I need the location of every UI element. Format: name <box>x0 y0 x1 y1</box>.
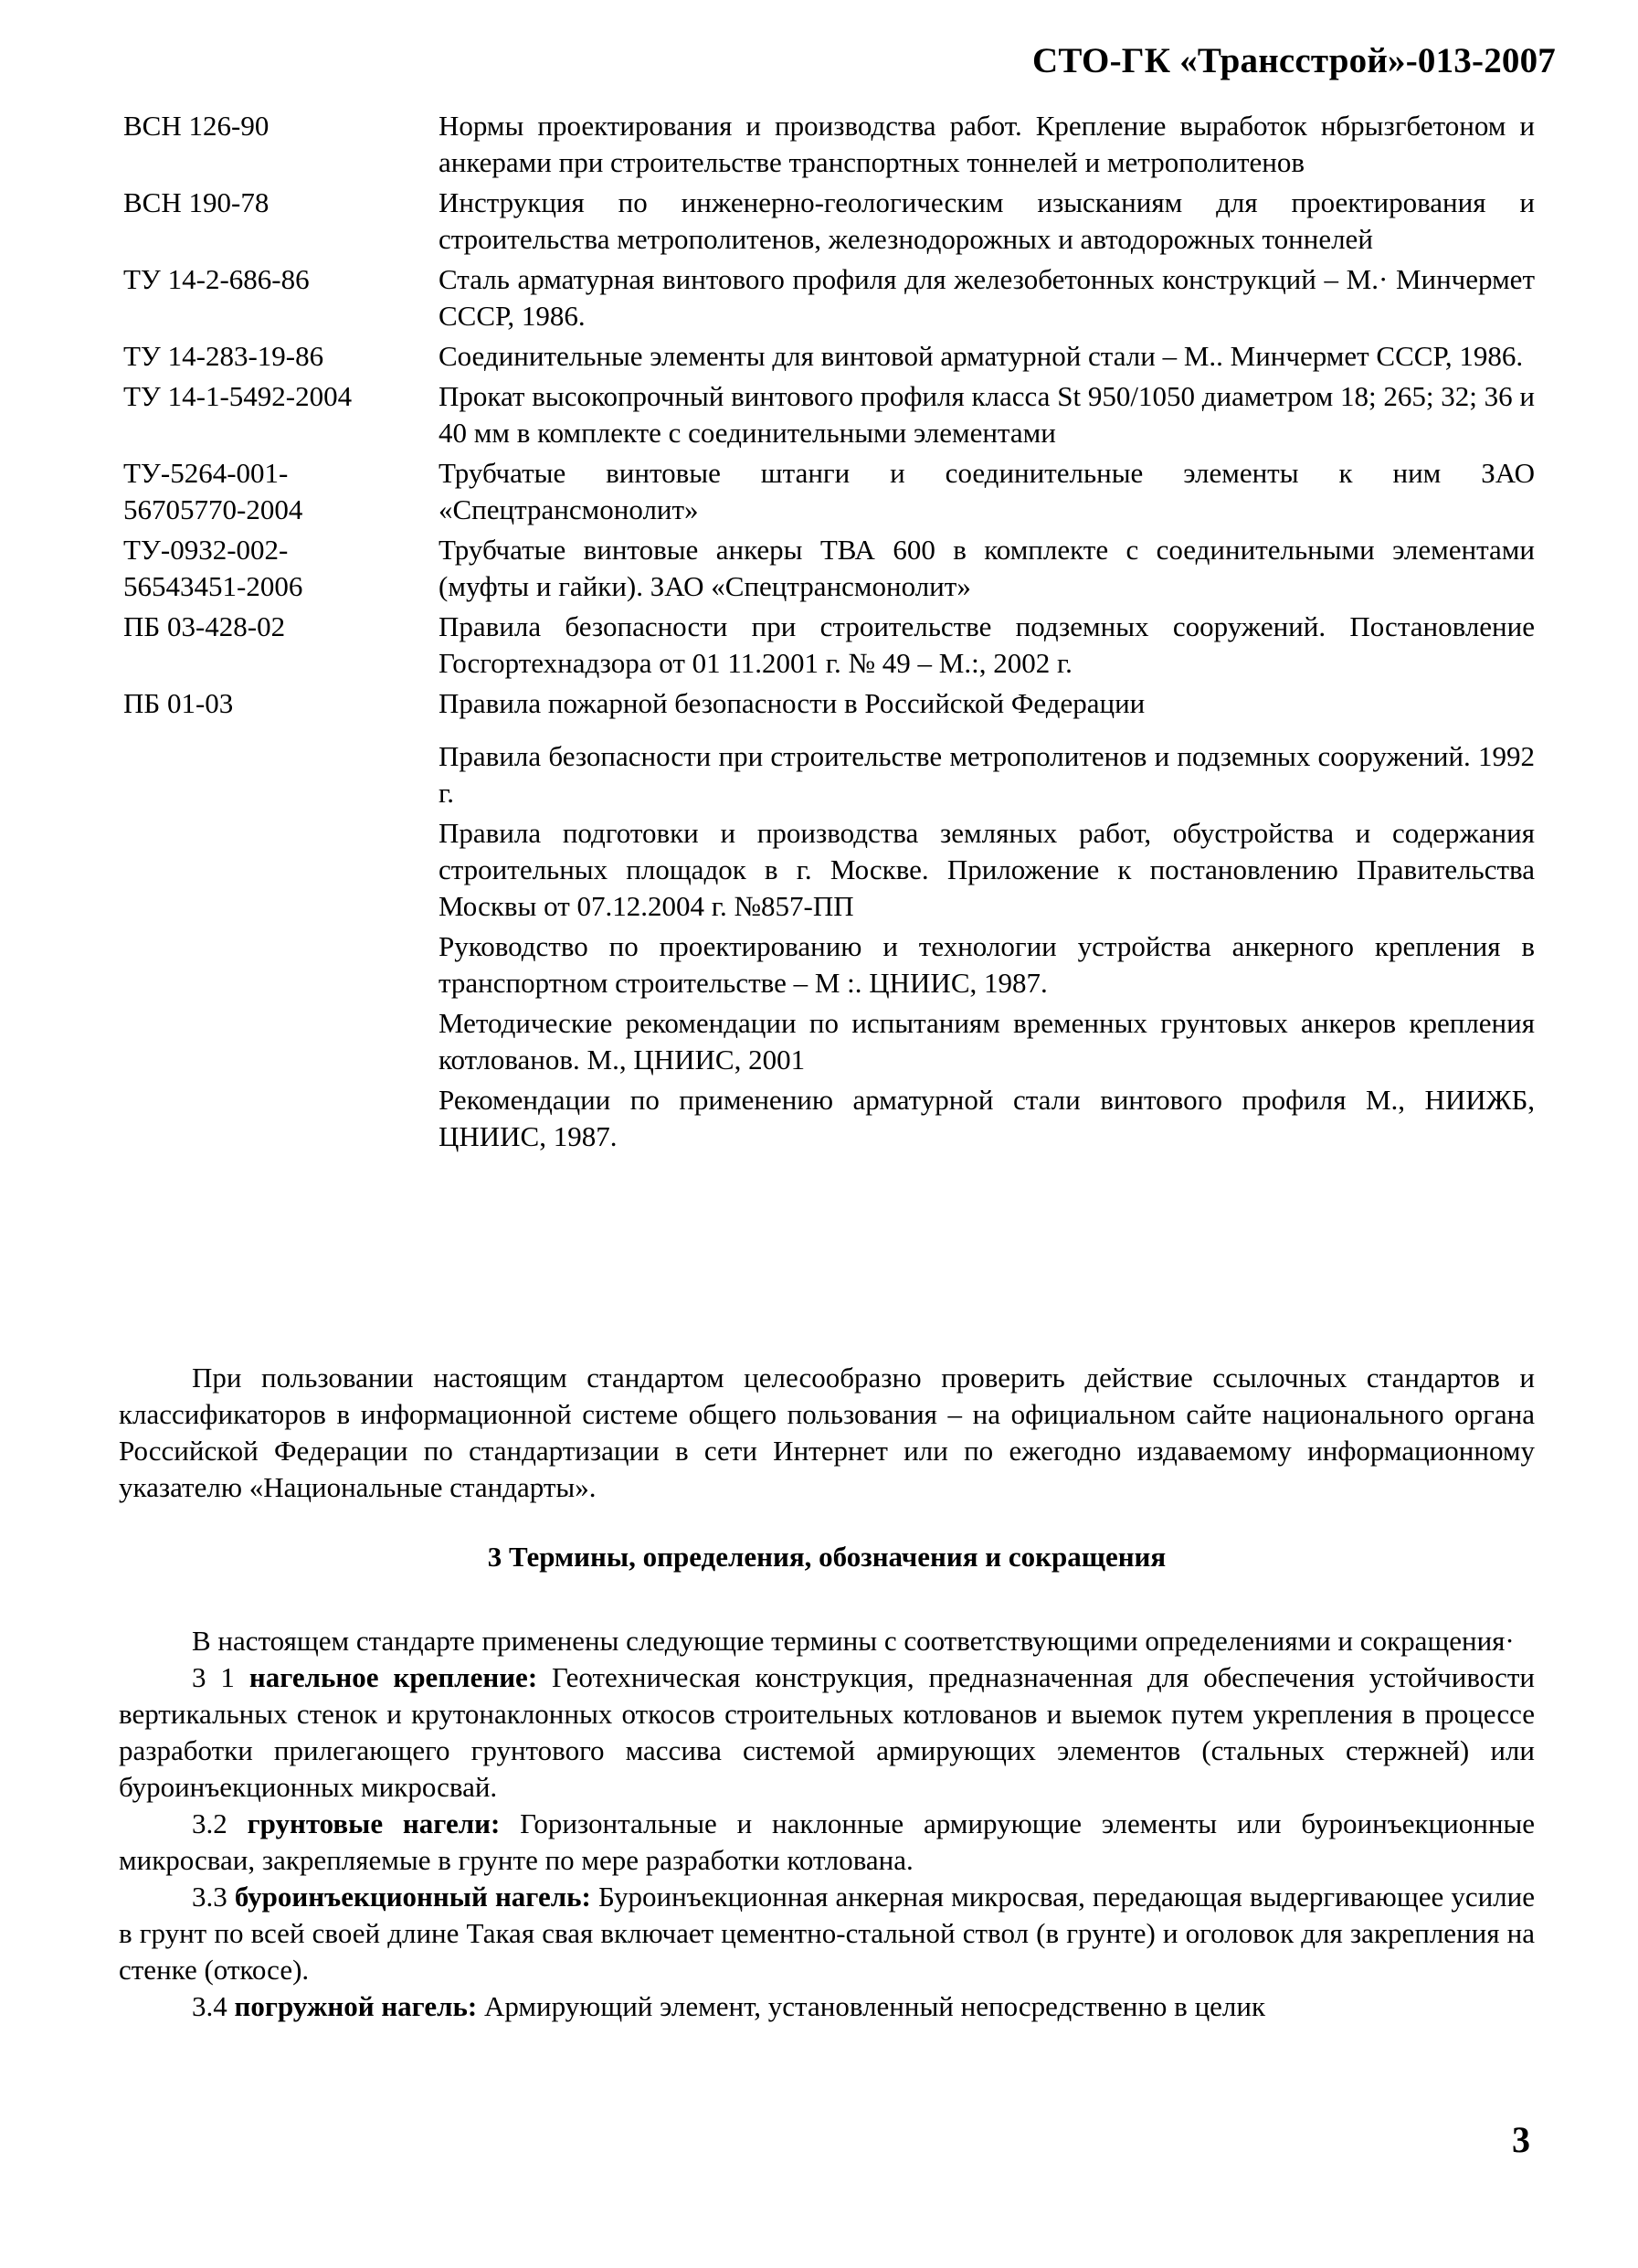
term-definition-paragraph <box>119 1806 1535 1879</box>
reference-code: ТУ 14-1-5492-2004 <box>123 380 353 412</box>
reference-row <box>123 532 1535 605</box>
reference-row <box>123 108 1535 181</box>
reference-description: Нормы проектирования и производства работ. Крепление выработок нбрызгбетоном и анкерами при строительстве транспортных тоннелей и метрополитенов <box>439 110 1535 178</box>
reference-row <box>123 609 1535 682</box>
reference-description: Сталь арматурная винтового профиля для железобетонных конструкций – М.· Минчермет СССР, 1986. <box>439 263 1535 332</box>
term-definition: Буроинъекционная анкерная микросвая, передающая выдергивающее усилие в грунт по всей своей длине Такая свая включает цементно-стальной ствол (в грунте) и оголовок для закрепления на стенке (откосе). <box>119 1881 1536 1986</box>
reference-code: ТУ-0932-002- 56543451-2006 <box>123 534 303 602</box>
reference-code: ВСН 126-90 <box>123 110 269 142</box>
section-intro-paragraph: В настоящем стандарте применены следующие термины с соответствующими определениями и сокращения· <box>192 1625 1515 1657</box>
reference-description: Прокат высокопрочный винтового профиля класса St 950/1050 диаметром 18; 265; 32; 36 и 40 мм в комплекте с соединительными элементами <box>439 380 1535 449</box>
reference-extra-item: Правила подготовки и производства земляных работ, обустройства и содержания строительных площадок в г. Москве. Приложение к постановлению Правительства Москвы от 07.12.2004 г. №857-ПП <box>439 817 1535 922</box>
term-name: грунтовые нагели: <box>247 1807 501 1839</box>
reference-code: ТУ-5264-001- 56705770-2004 <box>123 457 303 525</box>
term-name: буроинъекционный нагель: <box>234 1881 591 1913</box>
reference-row <box>123 378 1535 451</box>
reference-extra-item: Рекомендации по применению арматурной стали винтового профиля М., НИИЖБ, ЦНИИС, 1987. <box>439 1084 1535 1152</box>
reference-description: Трубчатые винтовые анкеры ТВА 600 в комплекте с соединительными элементами (муфты и гайки). ЗАО «Спецтрансмонолит» <box>439 534 1535 602</box>
reference-row <box>123 261 1535 334</box>
term-name: погружной нагель: <box>234 1990 478 2022</box>
reference-extra-item: Руководство по проектированию и технологии устройства анкерного крепления в транспортном строительстве – М :. ЦНИИС, 1987. <box>439 930 1535 999</box>
term-number: 3 1 <box>192 1661 249 1693</box>
term-definition-paragraph <box>119 1659 1535 1806</box>
term-number: 3.4 <box>192 1990 235 2022</box>
term-number: 3.2 <box>192 1807 248 1839</box>
term-definition: Геотехническая конструкция, предназначенная для обеспечения устойчивости вертикальных стенок и крутонаклонных откосов строительных котлованов и выемок путем укрепления в процессе разработки прилегающего грунтового массива системой армирующих элементов (стальных стержней) или буроинъекционных микросвай. <box>119 1661 1535 1803</box>
term-definition: Горизонтальные и наклонные армирующие элементы или буроинъекционные микросваи, закрепляемые в грунте по мере разработки котлована. <box>119 1807 1536 1876</box>
usage-note-paragraph: При пользовании настоящим стандартом целесообразно проверить действие ссылочных стандартов и классификаторов в информационной системе общего пользования – на официальном сайте национального органа Российской Федерации по стандартизации в сети Интернет или по ежегодно издаваемому информационному указателю «Национальные стандарты». <box>119 1362 1535 1503</box>
references-list <box>123 108 1535 1159</box>
reference-code: ПБ 03-428-02 <box>123 610 286 642</box>
references-spacer <box>123 726 1535 738</box>
reference-description: Трубчатые винтовые штанги и соединительные элементы к ним ЗАО «Спецтрансмонолит» <box>439 457 1535 525</box>
term-name: нагельное крепление: <box>248 1661 538 1693</box>
section-heading: 3 Термины, определения, обозначения и сокращения <box>487 1541 1167 1573</box>
reference-code: ТУ 14-283-19-86 <box>123 340 324 372</box>
reference-row <box>123 185 1535 258</box>
reference-description: Правила безопасности при строительстве подземных сооружений. Постановление Госгортехнадзора от 01 11.2001 г. № 49 – М.:, 2002 г. <box>439 610 1535 679</box>
reference-code: ВСН 190-78 <box>123 186 269 218</box>
page-number: 3 <box>1512 2119 1530 2160</box>
term-definition: Армирующий элемент, установленный непосредственно в целик <box>477 1990 1266 2022</box>
reference-row <box>123 455 1535 528</box>
reference-description: Правила пожарной безопасности в Российской Федерации <box>439 687 1146 719</box>
reference-extra-item: Правила безопасности при строительстве метрополитенов и подземных сооружений. 1992 г. <box>439 740 1535 809</box>
reference-description: Соединительные элементы для винтовой арматурной стали – М.. Минчермет СССР, 1986. <box>439 340 1524 372</box>
reference-extra-item: Методические рекомендации по испытаниям временных грунтовых анкеров крепления котлованов. М., ЦНИИС, 2001 <box>439 1007 1535 1076</box>
term-definition-paragraph <box>119 1879 1535 1988</box>
reference-code: ТУ 14-2-686-86 <box>123 263 310 295</box>
term-number: 3.3 <box>192 1881 235 1913</box>
term-definition-paragraph <box>119 1988 1535 2025</box>
reference-row <box>123 338 1535 375</box>
section-body <box>119 1623 1535 2025</box>
reference-row <box>123 685 1535 722</box>
reference-code: ПБ 01-03 <box>123 687 234 719</box>
document-code-header: СТО-ГК «Трансстрой»-013-2007 <box>1031 41 1556 80</box>
reference-description: Инструкция по инженерно-геологическим изысканиям для проектирования и строительства метрополитенов, железнодорожных и автодорожных тоннелей <box>439 186 1535 255</box>
